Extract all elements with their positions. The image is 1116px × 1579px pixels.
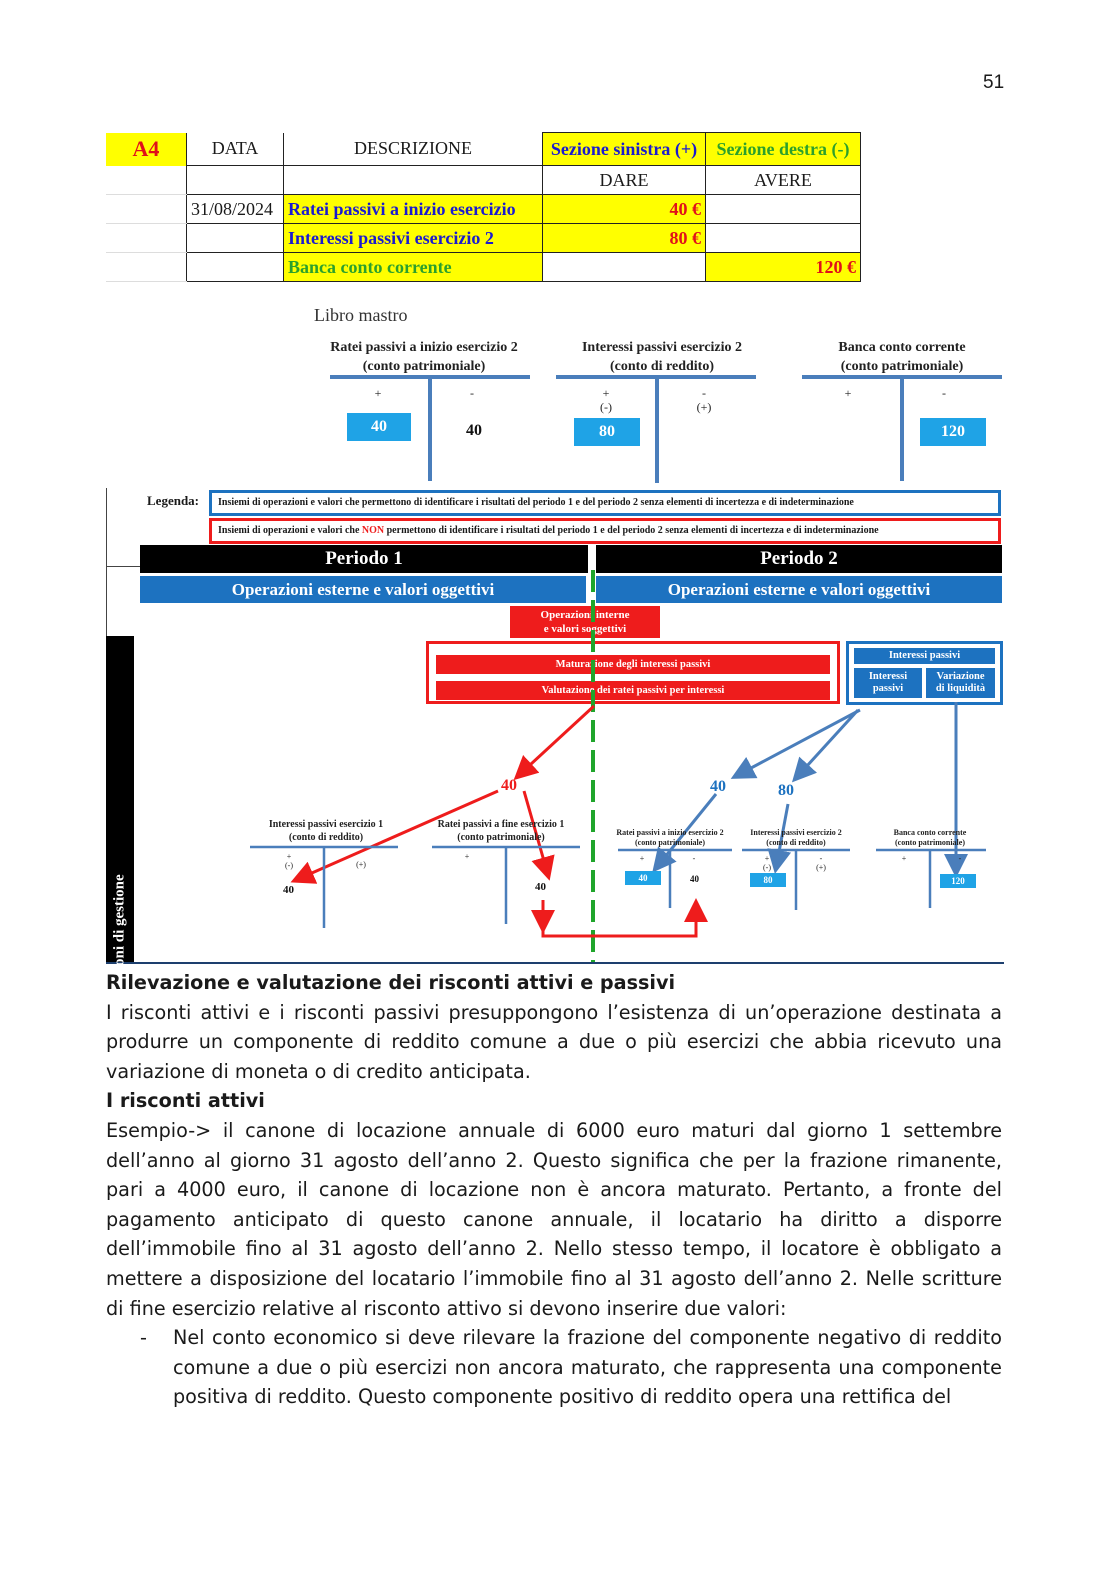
journal-code: A4: [106, 133, 187, 166]
header-avere: AVERE: [706, 166, 861, 195]
subsection-heading: I risconti attivi: [106, 1089, 265, 1113]
mini-account-interessi-1: Interessi passivi esercizio 1 (conto di reddito): [268, 819, 384, 843]
row-description: Interessi passivi esercizio 2: [284, 224, 543, 253]
journal-header-row: [106, 133, 861, 166]
ops-int-label: Operazioni interne e valori soggettivi: [510, 606, 660, 638]
minus-sign: -: [942, 386, 946, 400]
row-dare: [543, 253, 706, 282]
t-account-interessi-2: [556, 338, 768, 376]
avere-value-box: 120: [920, 418, 986, 446]
mini-value: 40: [535, 881, 546, 893]
row-dare: 80 €: [543, 224, 706, 253]
plus-sign: +: [374, 386, 382, 400]
section-heading: Rilevazione e valutazione dei risconti attivi e passivi: [106, 971, 676, 994]
row-date: [187, 253, 284, 282]
avere-value: 40: [466, 422, 482, 439]
mini-account-ratei-fine-1: Ratei passivi a fine esercizio 1 (conto patrimoniale): [437, 819, 565, 843]
dare-value-box: 40: [347, 413, 411, 441]
minus-sign: (+): [356, 860, 366, 869]
row-avere: [706, 224, 861, 253]
valutazione-bar: Valutazione dei ratei passivi per interessi: [436, 681, 830, 700]
header-right-section: Sezione destra (-): [706, 133, 861, 166]
minus-sign: - (+): [696, 386, 712, 414]
row-date: 31/08/2024: [187, 195, 284, 224]
mini-value: 40: [690, 874, 699, 884]
t-account-stem: [655, 375, 659, 483]
libro-mastro-title: Libro mastro: [314, 305, 408, 325]
legend-label: Legenda:: [147, 493, 199, 508]
journal-table: [106, 132, 861, 282]
header-description: DESCRIZIONE: [284, 133, 543, 166]
t-account-stem: [900, 375, 904, 481]
period-2-header: Periodo 2: [596, 545, 1002, 573]
minus-sign: - (+): [816, 854, 826, 872]
flow-value-red: 40: [501, 777, 517, 794]
mini-dare-box: 80: [750, 873, 786, 887]
table-row: [106, 224, 861, 253]
account-name: Banca conto corrente: [838, 340, 966, 355]
minus-sign: -: [692, 854, 696, 863]
legend-blue: Insiemi di operazioni e valori che permettono di identificare i risultati del periodo 1 e del periodo 2 senza elementi di incertezza e di indeterminazione: [209, 490, 1001, 516]
list-item: [106, 1323, 1002, 1412]
paragraph: I risconti attivi e i risconti passivi presuppongono l’esistenza di un’operazione destinata a produrre un componente di reddito comune a due o più esercizi che abbia ricevuto una variazione di moneta o di credito anticipata.: [106, 1000, 1002, 1083]
flow-value-blue-1: 40: [710, 778, 726, 795]
paragraph: Esempio-> il canone di locazione annuale di 6000 euro maturi dal giorno 1 settembre dell’anno al giorno 31 agosto dell’anno 2. Questo significa che per la frazione rimanente, pari a 4000 euro, il canone di locazione non è ancora maturato. Pertanto, a fronte del pagamento anticipato di questo canone annuale, il locatario ha diritto a disporre dell’immobile fino al 31 agosto dell’anno 2. Nello stesso tempo, il locatore è obbligato a mettere a disposizione del locatario l’immobile fino al 31 agosto dell’anno 2. Nelle scritture di fine esercizio relative al risconto attivo si devono inserire due valori:: [106, 1118, 1002, 1320]
row-dare: 40 €: [543, 195, 706, 224]
body-text: [106, 968, 1002, 1412]
mini-avere-box: 120: [940, 874, 976, 888]
ops-ext-period-2: Operazioni esterne e valori oggettivi: [596, 576, 1002, 603]
t-account-ratei-inizio: [316, 338, 532, 376]
bullet-dash: -: [140, 1326, 147, 1350]
plus-sign: +: [464, 852, 470, 861]
row-date: [187, 224, 284, 253]
header-dare: DARE: [543, 166, 706, 195]
account-name: Interessi passivi esercizio 2: [581, 340, 743, 355]
page-number: 51: [983, 72, 1005, 93]
flow-value-blue-2: 80: [778, 782, 794, 799]
interessi-passivi-head: Interessi passivi: [854, 648, 995, 664]
row-description: Banca conto corrente: [284, 253, 543, 282]
plus-sign: +: [901, 854, 907, 863]
plus-sign: +: [844, 386, 852, 400]
header-left-section: Sezione sinistra (+): [543, 133, 706, 166]
minus-sign: -: [470, 386, 474, 400]
plus-sign: +: [639, 854, 645, 863]
account-name: Ratei passivi a inizio esercizio 2: [330, 340, 518, 355]
maturazione-bar: Maturazione degli interessi passivi: [436, 655, 830, 674]
plus-sign: + (-): [600, 386, 612, 414]
account-type: (conto patrimoniale): [362, 359, 486, 374]
mini-account-ratei-inizio-2: Ratei passivi a inizio esercizio 2 (conto patrimoniale): [616, 828, 724, 847]
diagram-arrows: [106, 488, 1004, 964]
header-date: DATA: [187, 133, 284, 166]
plus-sign: + (-): [763, 854, 771, 872]
legend-red: Insiemi di operazioni e valori che NON permettono di identificare i risultati del periodo 1 e del periodo 2 senza elementi di incertezza e di indeterminazione: [209, 518, 1001, 544]
t-account-banca: [800, 338, 1004, 376]
list-item-text: Nel conto economico si deve rilevare la frazione del componente negativo di reddito comune a due o più esercizi non ancora maturato, che rappresenta una componente positiva di reddito. Questo componente positivo di reddito opera una rettifica del: [173, 1326, 1002, 1409]
table-row: [106, 253, 861, 282]
row-avere: 120 €: [706, 253, 861, 282]
table-row: [106, 195, 861, 224]
gestione-label: Operazioni di gestione: [111, 874, 128, 1018]
mini-account-banca: Banca conto corrente (conto patrimoniale): [893, 828, 967, 847]
t-account-stem: [428, 375, 432, 481]
account-type: (conto di reddito): [610, 359, 714, 374]
row-avere: [706, 195, 861, 224]
account-type: (conto patrimoniale): [840, 359, 964, 374]
period-1-header: Periodo 1: [140, 545, 588, 573]
row-description: Ratei passivi a inizio esercizio: [284, 195, 543, 224]
minus-sign: -: [958, 854, 962, 863]
ops-ext-period-1: Operazioni esterne e valori oggettivi: [140, 576, 586, 603]
mini-value: 40: [283, 884, 294, 896]
variazione-liquidita-cell: Variazione di liquidità: [926, 668, 995, 698]
plus-sign: + (-): [285, 852, 293, 870]
interessi-passivi-cell: Interessi passivi: [854, 668, 922, 698]
mini-account-interessi-2: Interessi passivi esercizio 2 (conto di reddito): [750, 828, 842, 847]
dare-value-box: 80: [574, 418, 640, 446]
journal-subheader-row: [106, 166, 861, 195]
mini-dare-box: 40: [625, 871, 661, 885]
